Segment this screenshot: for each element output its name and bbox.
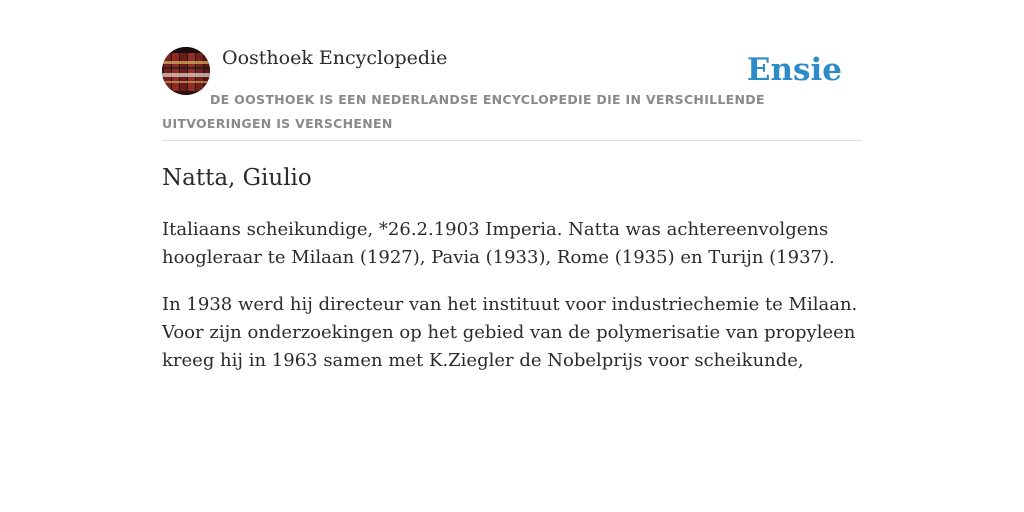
- source-title[interactable]: Oosthoek Encyclopedie: [222, 47, 448, 69]
- ensie-logo[interactable]: Ensie: [746, 52, 842, 88]
- article: [162, 160, 862, 375]
- source-header: [162, 46, 862, 141]
- article-paragraph-2: In 1938 werd hij directeur van het instituut voor industriechemie te Milaan. Voor zijn onderzoekingen op het gebied van de polymerisatie van propyleen kreeg hij in 1963 samen met K.Ziegler de Nobelprijs voor scheikunde,: [162, 294, 858, 371]
- source-description: DE OOSTHOEK IS EEN NEDERLANDSE ENCYCLOPEDIE DIE IN VERSCHILLENDE UITVOERINGEN IS VERSCHENEN: [162, 92, 765, 131]
- article-title: Natta, Giulio: [162, 165, 312, 191]
- article-paragraph-1: Italiaans scheikundige, *26.2.1903 Imperia. Natta was achtereenvolgens hoogleraar te Milaan (1927), Pavia (1933), Rome (1935) en Turijn (1937).: [162, 219, 835, 268]
